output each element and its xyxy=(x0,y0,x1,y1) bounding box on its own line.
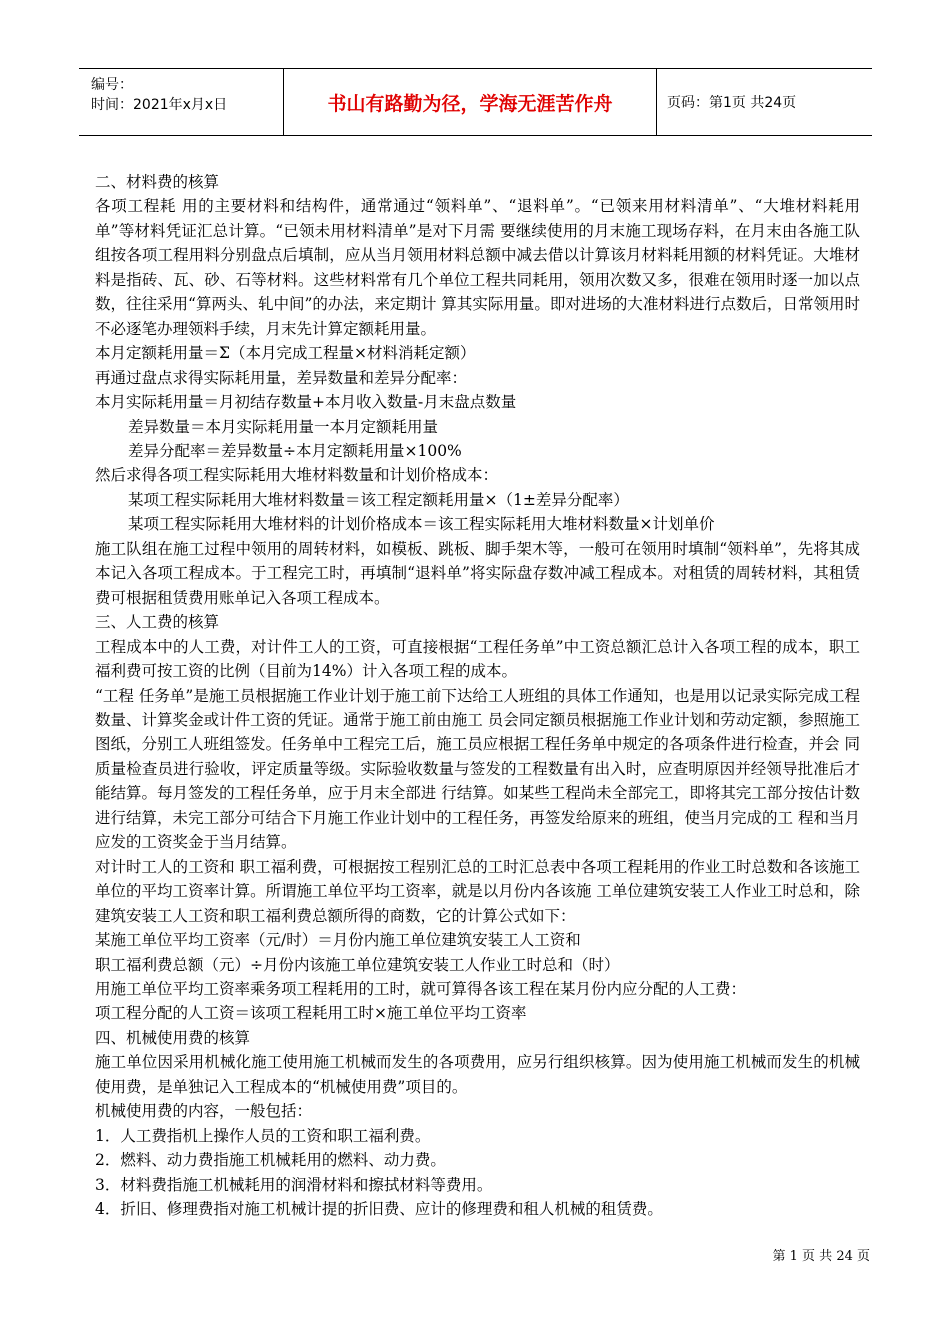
list-item: 4．折旧、修理费指对施工机械计提的折旧费、应计的修理费和租人机械的租赁费。 xyxy=(95,1200,663,1219)
paragraph: 对计时工人的工资和 职工福利费，可根据按工程别汇总的工时汇总表中各项工程耗用的作业工时总数和各该施工单位的平均工资率计算。所谓施工单位平均工资率，就是以月份内各该施 工单位建筑安装工人作业工时总和，除建筑安装工人工资和职工福利费总额所得的商数，它的计算公式如下： xyxy=(95,857,860,925)
paragraph: 再通过盘点求得实际耗用量，差异数量和差异分配率： xyxy=(95,368,468,387)
paragraph: 施工队组在施工过程中领用的周转材料，如模板、跳板、脚手架木等，一般可在领用时填制“领料单”，先将其成本记入各项工程成本。于工程完工时，再填制“退料单”将实际盘存数冲减工程成本。对租赁的周转材料，其租赁费可根据租赁费用账单记入各项工程成本。 xyxy=(95,539,860,607)
header-motto: 书山有路勤为径，学海无涯苦作舟 xyxy=(284,69,657,135)
list-item: 1．人工费指机上操作人员的工资和职工福利费。 xyxy=(95,1126,431,1145)
formula-line: 本月实际耗用量＝月初结存数量+本月收入数量-月末盘点数量 xyxy=(95,393,517,412)
formula-line: 某施工单位平均工资率（元/时）＝月份内施工单位建筑安装工人工资和 xyxy=(95,931,581,950)
document-body xyxy=(95,170,860,1221)
document-number-label: 编号： xyxy=(91,77,133,93)
formula-line: 项工程分配的人工资＝该项工程耗用工时×施工单位平均工资率 xyxy=(95,1004,527,1023)
document-date: 时间：2021年x月x日 xyxy=(91,97,228,113)
section-heading: 四、机械使用费的核算 xyxy=(95,1028,251,1047)
section-heading: 三、人工费的核算 xyxy=(95,613,220,632)
paragraph: 然后求得各项工程实际耗用大堆材料数量和计划价格成本： xyxy=(95,466,499,485)
formula-line: 差异分配率＝差异数量÷本月定额耗用量×100% xyxy=(128,441,462,460)
formula-line: 差异数量＝本月实际耗用量一本月定额耗用量 xyxy=(128,417,439,436)
formula-line: 职工福利费总额（元）÷月份内该施工单位建筑安装工人作业工时总和（时） xyxy=(95,955,620,974)
page-header xyxy=(79,68,872,136)
paragraph: 机械使用费的内容，一般包括： xyxy=(95,1102,313,1121)
paragraph: “工程 任务单”是施工员根据施工作业计划于施工前下达给工人班组的具体工作通知，也是用以记录实际完成工程数量、计算奖金或计件工资的凭证。通常于施工前由施工 员会同定额员根据施工作业计划和劳动定额，参照施工图纸，分别工人班组签发。任务单中工程完工后，施工员应根据工程任务单中规定的各项条件进行检查，并会 同质量检查员进行验收，评定质量等级。实际验收数量与签发的工程数量有出入时，应查明原因并经领导批准后才能结算。每月签发的工程任务单，应于月末全部进 行结算。如某些工程尚未全部完工，即将其完工部分按估计数进行结算，未完工部分可结合下月施工作业计划中的工程任务，再签发给原来的班组，使当月完成的工 程和当月应发的工资奖金于当月结算。 xyxy=(95,686,860,852)
paragraph: 工程成本中的人工费，对计件工人的工资，可直接根据“工程任务单”中工资总额汇总计入各项工程的成本，职工福利费可按工资的比例（目前为14%）计入各项工程的成本。 xyxy=(95,637,860,681)
formula-line: 某项工程实际耗用大堆材料的计划价格成本＝该工程实际耗用大堆材料数量×计划单价 xyxy=(128,515,715,534)
paragraph: 施工单位因采用机械化施工使用施工机械而发生的各项费用，应另行组织核算。因为使用施工机械而发生的机械使用费，是单独记入工程成本的“机械使用费”项目的。 xyxy=(95,1053,860,1096)
header-meta xyxy=(79,69,284,135)
list-item: 2．燃料、动力费指施工机械耗用的燃料、动力费。 xyxy=(95,1151,446,1170)
header-page-info: 页码：第1页 共24页 xyxy=(667,95,797,111)
paragraph: 用施工单位平均工资率乘务项工程耗用的工时，就可算得各该工程在某月份内应分配的人工费： xyxy=(95,979,747,998)
formula-line: 某项工程实际耗用大堆材料数量＝该工程定额耗用量×（1±差异分配率） xyxy=(128,490,629,509)
section-heading: 二、材料费的核算 xyxy=(95,173,220,191)
list-item: 3．材料费指施工机械耗用的润滑材料和擦拭材料等费用。 xyxy=(95,1175,493,1194)
paragraph: 各项工程耗 用的主要材料和结构件，通常通过“领料单”、“退料单”。“已领来用材料清单”、“大堆材料耗用单”等材料凭证汇总计算。“已领未用材料清单”是对下月需 要继续使用的月末施工现场存料，在月末由各施工队组按各项工程用料分别盘点后填制，应从当月领用材料总额中减去借以计算该月材料耗用额的材料凭证。大堆材 料是指砖、瓦、砂、石等材料。这些材料常有几个单位工程共同耗用，领用次数又多，很难在领用时逐一加以点数，往往采用“算两头、轧中间”的办法，来定期计 算其实际用量。即对进场的大准材料进行点数后，日常领用时不必逐笔办理领料手续，月末先计算定额耗用量。 xyxy=(95,197,860,338)
page-footer: 第 1 页 共 24 页 xyxy=(772,1249,870,1264)
formula-line: 本月定额耗用量＝Σ（本月完成工程量×材料消耗定额） xyxy=(95,344,476,363)
